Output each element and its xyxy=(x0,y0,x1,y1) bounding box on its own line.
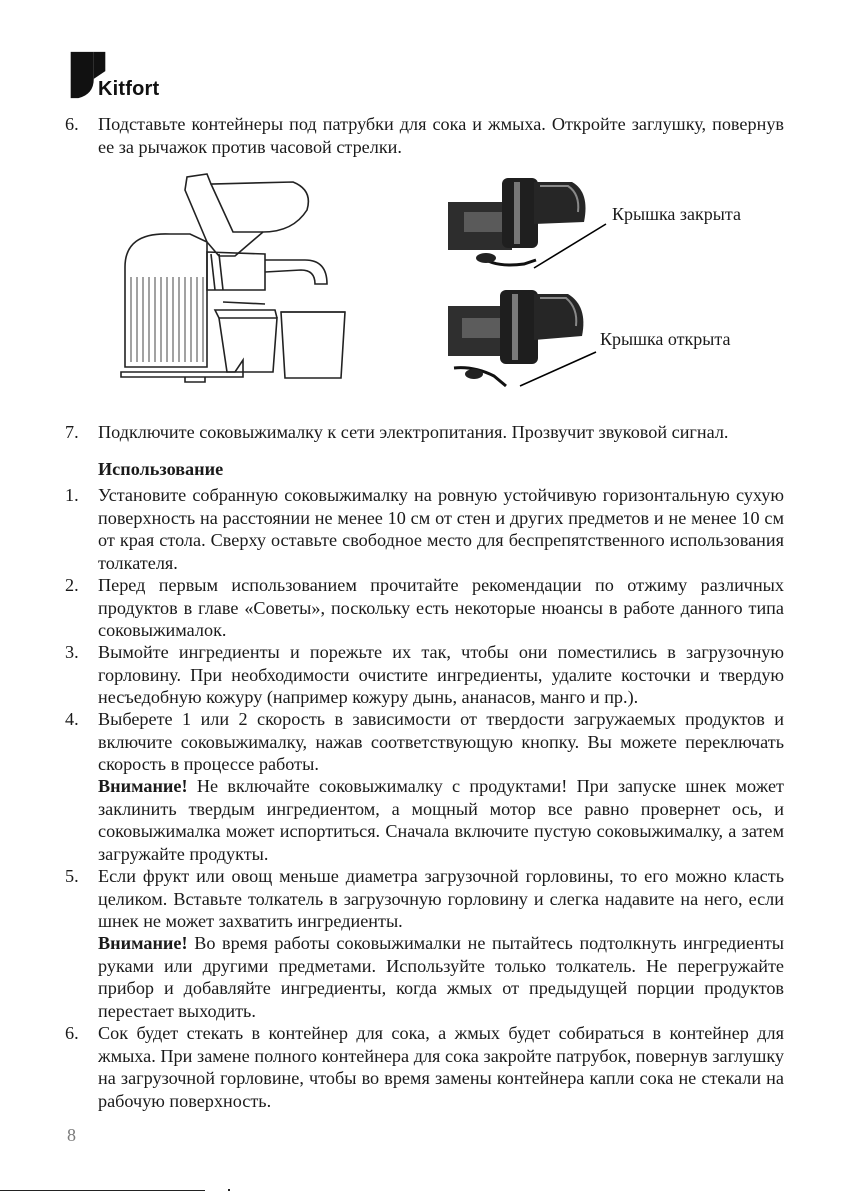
item-text: Сок будет стекать в контейнер для сока, а жмых будет собираться в контейнер для жмыха. При замене полного контейнера для сока закройте патрубок, повернув заглушку на загрузочной горловине, чтобы во время замены контейнера капли сока не стекали на рабочую поверхность. xyxy=(98,1023,784,1111)
warning-label: Внимание! xyxy=(98,776,188,796)
item-number: 3. xyxy=(65,642,79,662)
page-number: 8 xyxy=(67,1125,76,1145)
item-text: Вымойте ингредиенты и порежьте их так, чтобы они поместились в загрузочную горловину. При необходимости очистите ингредиенты, удалите косточки и твердую несъедобную кожуру (например кожуру дынь, ананасов, манго и пр.). xyxy=(98,642,784,707)
warning-1 xyxy=(98,775,784,865)
usage-item-3 xyxy=(65,641,784,709)
bottom-rule xyxy=(0,1190,205,1191)
juicer-illustration xyxy=(115,172,355,387)
warning-label: Внимание! xyxy=(98,933,188,953)
step-number: 6. xyxy=(65,114,79,134)
brand-name: Kitfort xyxy=(98,78,160,100)
bottom-mark xyxy=(228,1189,230,1191)
warning-2 xyxy=(98,932,784,1022)
cap-closed-pointer xyxy=(530,222,610,272)
item-text: Выберете 1 или 2 скорость в зависимости от твердости загружаемых продуктов и включите соковыжималку, нажав соответствующую кнопку. Вы можете переключать скорость в процессе работы. xyxy=(98,709,784,774)
cap-closed-label: Крышка закрыта xyxy=(612,204,741,224)
step-text: Подставьте контейнеры под патрубки для сока и жмыха. Откройте заглушку, повернув ее за рычажок против часовой стрелки. xyxy=(98,114,784,157)
step-6-top xyxy=(65,113,784,158)
item-number: 2. xyxy=(65,575,79,595)
warning-text: Во время работы соковыжималки не пытайтесь подтолкнуть ингредиенты руками или другими предметами. Используйте только толкатель. Не перегружайте прибор и добавляйте ингредиенты, когда жмых от предыдущей порции продуктов перестает выходить. xyxy=(98,933,784,1021)
cap-open-pointer xyxy=(518,350,598,390)
cap-open-label: Крышка открыта xyxy=(600,329,731,349)
usage-item-6 xyxy=(65,1022,784,1112)
item-text: Если фрукт или овощ меньше диаметра загрузочной горловины, то его можно класть целиком. Вставьте толкатель в загрузочную горловину и слегка надавите на него, если шнек не может захватить ингредиенты. xyxy=(98,866,784,931)
warning-text: Не включайте соковыжималку с продуктами! При запуске шнек может заклинить твердым ингредиентом, а мощный мотор все равно провернет ось, и соковыжималка может испортиться. Сначала включите пустую соковыжималку, а затем загружайте продукты. xyxy=(98,776,784,864)
item-text: Перед первым использованием прочитайте рекомендации по отжиму различных продуктов в главе «Советы», поскольку есть некоторые нюансы в работе данного типа соковыжималок. xyxy=(98,575,784,640)
step-7 xyxy=(65,421,784,444)
usage-item-2 xyxy=(65,574,784,642)
usage-item-5 xyxy=(65,865,784,933)
step-number: 7. xyxy=(65,422,79,442)
usage-heading: Использование xyxy=(98,459,224,479)
item-number: 4. xyxy=(65,709,79,729)
item-text: Установите собранную соковыжималку на ровную устойчивую горизонтальную сухую поверхность на расстоянии не менее 10 см от стен и других предметов и не менее 10 см от края стола. Сверху оставьте свободное место для беспрепятственного использования толкателя. xyxy=(98,485,784,573)
usage-item-1 xyxy=(65,484,784,574)
item-number: 6. xyxy=(65,1023,79,1043)
usage-item-4 xyxy=(65,708,784,776)
item-number: 5. xyxy=(65,866,79,886)
item-number: 1. xyxy=(65,485,79,505)
step-text: Подключите соковыжималку к сети электропитания. Прозвучит звуковой сигнал. xyxy=(98,422,729,442)
